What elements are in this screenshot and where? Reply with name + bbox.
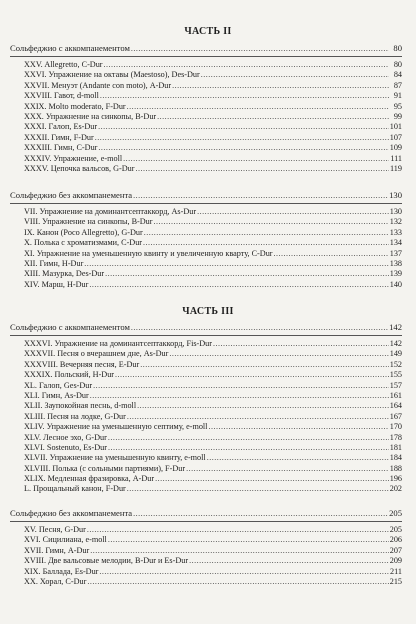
leader-dots	[140, 360, 389, 370]
entry-title: XLVIII. Полька (с сольными партиями), F-Dur	[24, 463, 186, 473]
leader-dots	[105, 270, 389, 280]
leader-dots	[155, 474, 389, 484]
leader-dots	[104, 60, 389, 70]
toc-entry	[24, 102, 402, 112]
entry-page-number: 99	[393, 111, 402, 121]
entry-page-number: 132	[389, 217, 402, 227]
leader-dots	[131, 44, 389, 54]
section-heading-label: Сольфеджио без аккомпанемента	[10, 190, 133, 200]
entry-page-number: 140	[389, 279, 402, 289]
entry-title: XXXV. Цепочка вальсов, G-Dur	[24, 163, 135, 173]
toc-entry	[24, 443, 402, 453]
entry-page-number: 119	[390, 163, 402, 173]
entry-page-number: 80	[393, 59, 402, 69]
toc-entry	[24, 464, 402, 474]
entry-title: XXIX. Molto moderato, F-Dur	[24, 101, 126, 111]
section-heading	[10, 508, 402, 519]
entry-title: XXVI. Упражнение на октавы (Maestoso), Des-Dur	[24, 70, 200, 80]
entry-page-number: 109	[389, 143, 402, 153]
toc-entry	[24, 60, 402, 70]
entry-title: XXXVII. Песня о вчерашнем дне, As-Dur	[24, 349, 169, 359]
toc-entry	[24, 422, 402, 432]
entry-title: XXVII. Менуэт (Andante con moto), A-Dur	[24, 80, 172, 90]
leader-dots	[201, 71, 389, 81]
section-rule	[10, 521, 402, 522]
entry-title: XIX. Баллада, Es-Dur	[24, 566, 99, 576]
entry-list	[24, 525, 402, 587]
toc-entry	[24, 269, 402, 279]
toc-entry	[24, 81, 402, 91]
entry-title: XVIII. Две вальсовые мелодии, B-Dur и Es-Dur	[24, 556, 189, 566]
leader-dots	[100, 92, 389, 102]
entry-title: IX. Канон (Poco Allegretto), G-Dur	[24, 227, 143, 237]
section-heading-label: Сольфеджио без аккомпанемента	[10, 508, 133, 518]
entry-page-number: 167	[389, 411, 402, 421]
entry-title: XLVII. Упражнение на уменьшенную квинту, e-moll	[24, 453, 206, 463]
toc-entry	[24, 154, 402, 164]
section-heading	[10, 190, 402, 201]
leader-dots	[87, 577, 388, 587]
leader-dots	[144, 228, 389, 238]
entry-page-number: 84	[393, 70, 402, 80]
section-rule	[10, 203, 402, 204]
p2-section-accompanied	[10, 43, 402, 173]
leader-dots	[207, 454, 389, 464]
entry-title: XLVI. Sostenuto, Es-Dur	[24, 442, 107, 452]
leader-dots	[136, 164, 390, 174]
toc-entry	[24, 217, 402, 227]
entry-title: XVII. Гимн, A-Dur	[24, 545, 90, 555]
entry-page-number: 155	[389, 370, 402, 380]
leader-dots	[84, 259, 388, 269]
entry-page-number: 149	[389, 349, 402, 359]
toc-entry	[24, 535, 402, 545]
toc-entry	[24, 391, 402, 401]
toc-entry	[24, 164, 402, 174]
entry-title: XXX. Упражнение на синкопы, B-Dur	[24, 111, 157, 121]
entry-page-number: 133	[389, 227, 402, 237]
toc-entry	[24, 577, 402, 587]
toc-entry	[24, 567, 402, 577]
entry-page-number: 196	[389, 474, 402, 484]
section-heading-label: Сольфеджио с аккомпанементом	[10, 322, 130, 332]
entry-page-number: 130	[389, 206, 402, 216]
leader-dots	[127, 412, 389, 422]
toc-entry	[24, 207, 402, 217]
leader-dots	[131, 323, 388, 333]
toc-entry	[24, 70, 402, 80]
leader-dots	[90, 546, 389, 556]
entry-list	[24, 339, 402, 495]
entry-page-number: 101	[389, 122, 402, 132]
entry-title: XLV. Лесное эхо, G-Dur	[24, 432, 107, 442]
entry-page-number: 138	[389, 258, 402, 268]
toc-entry	[24, 122, 402, 132]
toc-entry	[24, 349, 402, 359]
toc-entry	[24, 453, 402, 463]
entry-page-number: 134	[389, 238, 402, 248]
leader-dots	[137, 402, 389, 412]
entry-page-number: 164	[389, 401, 402, 411]
entry-title: XXVIII. Гавот, d-moll	[24, 91, 99, 101]
leader-dots	[197, 207, 389, 217]
p2-section-unaccompanied	[10, 190, 402, 289]
toc-entry	[24, 228, 402, 238]
entry-page-number: 215	[389, 576, 402, 586]
toc-entry	[24, 556, 402, 566]
entry-title: XX. Хорал, C-Dur	[24, 576, 87, 586]
leader-dots	[154, 218, 389, 228]
entry-title: XLIII. Песня на лодке, G-Dur	[24, 411, 126, 421]
section-heading-page: 80	[393, 43, 402, 53]
section-heading-page: 130	[389, 190, 402, 200]
entry-title: XXXII. Гимн, F-Dur	[24, 132, 94, 142]
entry-page-number: 206	[389, 535, 402, 545]
entry-page-number: 107	[389, 132, 402, 142]
leader-dots	[127, 485, 389, 495]
leader-dots	[108, 433, 389, 443]
entry-page-number: 87	[393, 80, 402, 90]
toc-entry	[24, 474, 402, 484]
entry-title: XLII. Заупокойная песнь, d-moll	[24, 401, 137, 411]
entry-page-number: 139	[389, 269, 402, 279]
leader-dots	[99, 567, 389, 577]
p3-section-accompanied	[10, 322, 402, 494]
entry-title: XIII. Мазурка, Des-Dur	[24, 269, 105, 279]
entry-page-number: 178	[389, 432, 402, 442]
entry-page-number: 95	[393, 101, 402, 111]
toc-entry	[24, 433, 402, 443]
section-rule	[10, 56, 402, 57]
section-heading-label: Сольфеджио с аккомпанементом	[10, 43, 130, 53]
entry-page-number: 188	[389, 463, 402, 473]
leader-dots	[133, 191, 388, 201]
leader-dots	[90, 391, 389, 401]
entry-title: XXXVI. Упражнение на доминантсептаккорд, Fis-Dur	[24, 338, 212, 348]
entry-title: XL. Галоп, Ges-Dur	[24, 380, 93, 390]
toc-entry	[24, 525, 402, 535]
part-3-title: ЧАСТЬ III	[182, 306, 234, 317]
leader-dots	[98, 123, 389, 133]
leader-dots	[133, 509, 388, 519]
toc-entry	[24, 280, 402, 290]
entry-page-number: 181	[389, 442, 402, 452]
entry-page-number: 202	[389, 484, 402, 494]
section-heading	[10, 43, 402, 54]
entry-title: XI. Упражнение на уменьшенную квинту и увеличенную кварту, C-Dur	[24, 248, 273, 258]
entry-page-number: 137	[389, 248, 402, 258]
entry-page-number: 157	[389, 380, 402, 390]
toc-entry	[24, 112, 402, 122]
leader-dots	[115, 371, 389, 381]
toc-entry	[24, 360, 402, 370]
leader-dots	[208, 423, 388, 433]
entry-page-number: 207	[389, 545, 402, 555]
leader-dots	[93, 381, 389, 391]
entry-title: XXXVIII. Вечерняя песня, E-Dur	[24, 359, 140, 369]
toc-entry	[24, 133, 402, 143]
leader-dots	[143, 239, 389, 249]
entry-page-number: 91	[393, 91, 402, 101]
toc-entry	[24, 546, 402, 556]
entry-title: XXXIV. Упражнение, e-moll	[24, 153, 123, 163]
toc-entry	[24, 259, 402, 269]
entry-list	[24, 60, 402, 174]
leader-dots	[95, 133, 389, 143]
entry-title: XII. Гимн, H-Dur	[24, 258, 84, 268]
leader-dots	[127, 102, 389, 112]
entry-page-number: 205	[389, 524, 402, 534]
entry-page-number: 111	[390, 153, 402, 163]
toc-entry	[24, 401, 402, 411]
section-heading	[10, 322, 402, 333]
section-rule	[10, 335, 402, 336]
leader-dots	[274, 249, 389, 259]
toc-entry	[24, 238, 402, 248]
leader-dots	[108, 536, 389, 546]
leader-dots	[87, 525, 389, 535]
entry-page-number: 170	[389, 422, 402, 432]
leader-dots	[108, 443, 389, 453]
part-2-title: ЧАСТЬ II	[184, 26, 232, 37]
entry-title: XVI. Сицилиана, e-moll	[24, 535, 107, 545]
p3-section-unaccompanied	[10, 508, 402, 586]
entry-title: L. Прощальный канон, F-Dur	[24, 484, 126, 494]
leader-dots	[186, 464, 389, 474]
toc-entry	[24, 484, 402, 494]
toc-entry	[24, 143, 402, 153]
leader-dots	[169, 350, 388, 360]
leader-dots	[98, 144, 388, 154]
leader-dots	[123, 154, 389, 164]
section-heading-page: 142	[389, 322, 402, 332]
leader-dots	[189, 557, 389, 567]
entry-page-number: 161	[389, 390, 402, 400]
entry-page-number: 211	[390, 566, 402, 576]
toc-entry	[24, 412, 402, 422]
entry-title: XXV. Allegretto, C-Dur	[24, 59, 103, 69]
entry-title: XV. Песня, G-Dur	[24, 524, 86, 534]
entry-page-number: 184	[389, 453, 402, 463]
entry-title: XXXIII. Гимн, C-Dur	[24, 143, 98, 153]
entry-page-number: 152	[389, 359, 402, 369]
entry-title: XIV. Марш, H-Dur	[24, 279, 89, 289]
entry-title: VIII. Упражнение на синкопы, B-Dur	[24, 217, 153, 227]
entry-title: XXXI. Галоп, Es-Dur	[24, 122, 98, 132]
entry-page-number: 142	[389, 338, 402, 348]
entry-title: VII. Упражнение на доминантсептаккорд, As-Dur	[24, 206, 197, 216]
section-heading-page: 205	[389, 508, 402, 518]
entry-title: XLI. Гимн, As-Dur	[24, 390, 89, 400]
toc-entry	[24, 91, 402, 101]
toc-entry	[24, 249, 402, 259]
entry-title: XLIX. Медленная фразировка, A-Dur	[24, 474, 155, 484]
leader-dots	[157, 112, 389, 122]
toc-entry	[24, 381, 402, 391]
entry-title: XLIV. Упражнение на уменьшенную септиму, e-moll	[24, 422, 208, 432]
leader-dots	[213, 339, 389, 349]
toc-entry	[24, 339, 402, 349]
toc-entry	[24, 370, 402, 380]
entry-list	[24, 207, 402, 290]
entry-page-number: 209	[389, 556, 402, 566]
leader-dots	[172, 81, 389, 91]
entry-title: XXXIX. Польский, H-Dur	[24, 370, 115, 380]
entry-title: X. Полька с хроматизмами, C-Dur	[24, 238, 143, 248]
leader-dots	[89, 280, 388, 290]
